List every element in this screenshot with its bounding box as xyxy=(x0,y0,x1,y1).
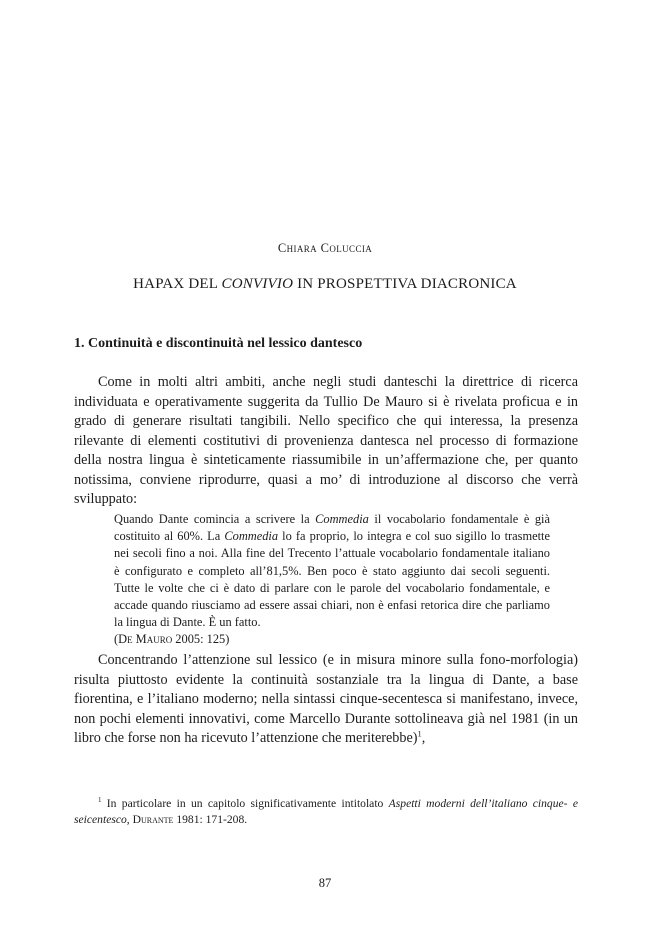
quote-text-2: il vocabolario fondamentale è già costituito al 60%. La xyxy=(114,512,550,544)
footnote xyxy=(74,796,578,828)
chapter-author: Chiara Coluccia xyxy=(277,241,373,255)
citation-author: De Mauro xyxy=(118,632,173,647)
chapter-title-end: IN PROSPETTIVA DIACRONICA xyxy=(293,276,517,292)
quote-italic-1: Commedia xyxy=(315,512,369,526)
paragraph2-trailing: , xyxy=(421,730,426,746)
block-quote xyxy=(114,511,550,649)
body-paragraph-1: Come in molti altri ambiti, anche negli studi danteschi la direttrice di ricerca individuata e operativamente suggerita da Tullio De Mauro si è rivelata proficua e in grado di generare risultati tangibili. Nello specifico che qui interessa, la presenza rilevante di elementi costitutivi di provenienza dantesca nel processo di formazione della nostra lingua è sinteticamente riassumibile in un’affermazione che, per quanto notissima, conviene riprodurre, quasi a mo’ di introduzione al discorso che verrà sviluppato: xyxy=(74,374,578,507)
quote-citation xyxy=(114,632,229,646)
citation-open: ( xyxy=(114,632,119,647)
footnote-text-3: 1981: 171-208. xyxy=(173,813,248,826)
footnote-reference[interactable]: 1 xyxy=(417,728,422,739)
body-paragraph-2 xyxy=(74,651,578,749)
quote-text-1: Quando Dante comincia a scrivere la xyxy=(114,512,316,526)
quote-text-3: lo fa proprio, lo integra e col suo sigillo lo trasmette nei secoli fino a noi. Alla fine del Trecento l’attuale vocabolario fondamentale italiano è configurato e completo all’81,5%. Ben poco è stato aggiunto dai secoli seguenti. Tutte le volte che ci è dato di parlare con le parole del vocabolario fondamentale, e accade quando riusciamo ad essere assai chiari, non è enfasi retorica dire che parliamo la lingua di Dante. È un fatto. xyxy=(114,529,550,630)
footnote-italic-title: Aspetti moderni dell’italiano cinque- e seicentesco xyxy=(74,797,578,826)
section-heading: 1. Continuità e discontinuità nel lessico dantesco xyxy=(74,336,363,351)
footnote-number: 1 xyxy=(98,796,102,805)
chapter-title-start: HAPAX DEL xyxy=(133,276,222,292)
footnote-author: Durante xyxy=(132,813,174,826)
footnote-text-2: , xyxy=(126,813,133,826)
footnote-text-1: In particolare in un capitolo significativamente intitolato xyxy=(101,797,389,810)
chapter-title-work: CONVIVIO xyxy=(221,276,294,292)
citation-rest: 2005: 125) xyxy=(172,632,230,647)
paragraph2-text: Concentrando l’attenzione sul lessico (e in misura minore sulla fono-morfologia) risulta piuttosto evidente la continuità sostanziale tra la lingua di Dante, a base fiorentina, e l’italiano moderno; nella sintassi cinque-secentesca si manifestano, invece, non pochi elementi innovativi, come Marcello Durante sottolineava già nel 1981 (in un libro che forse non ha ricevuto l’attenzione che meriterebbe) xyxy=(74,652,578,746)
chapter-title xyxy=(0,276,650,293)
quote-italic-2: Commedia xyxy=(224,529,279,544)
page-number: 87 xyxy=(318,876,332,890)
